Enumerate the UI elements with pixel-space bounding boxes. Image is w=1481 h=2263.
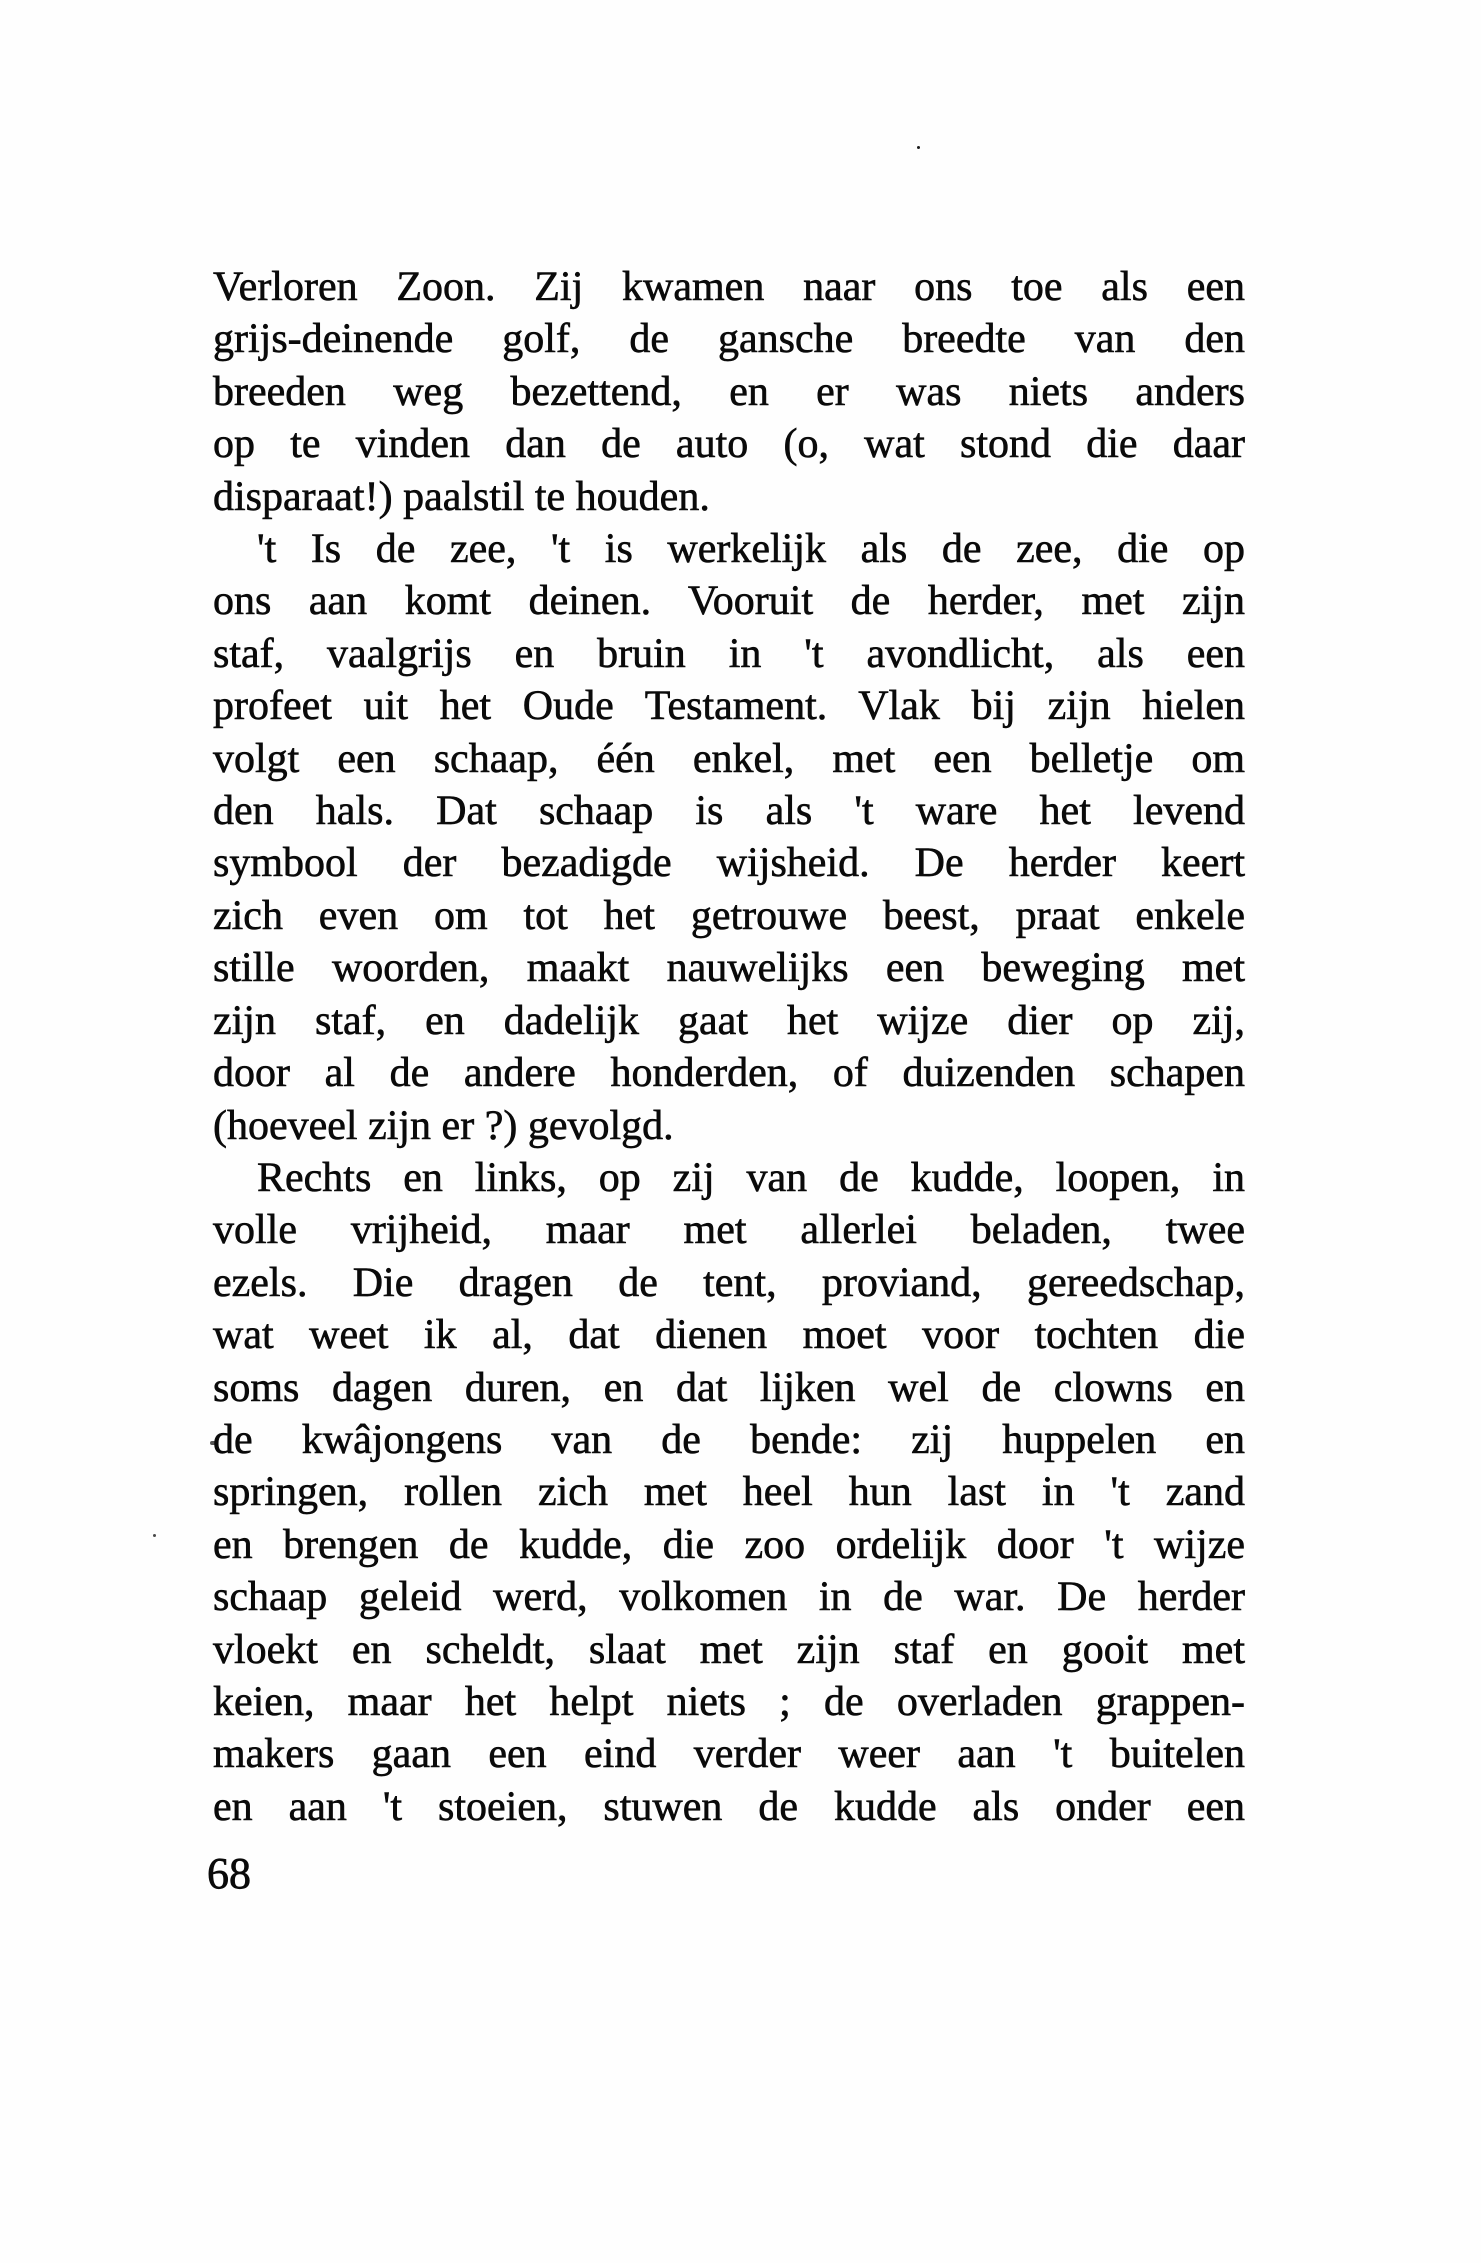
text-line: en aan 't stoeien, stuwen de kudde als onder een [213,1783,1245,1830]
page-number: 68 [207,1849,251,1898]
scan-speck [917,146,920,149]
text-line: grijs-deinende golf, de gansche breedte van den [213,316,1245,363]
text-block [213,261,1245,1833]
text-line: keien, maar het helpt niets ; de overladen grappen- [213,1678,1245,1725]
text-line: 't Is de zee, 't is werkelijk als de zee, die op [257,526,1245,573]
text-line: staf, vaalgrijs en bruin in 't avondlicht, als een [213,630,1245,677]
text-line: zich even om tot het getrouwe beest, praat enkele [213,892,1245,939]
text-line: stille woorden, maakt nauwelijks een beweging met [213,945,1245,992]
text-line: den hals. Dat schaap is als 't ware het levend [213,788,1245,835]
text-line: op te vinden dan de auto (o, wat stond die daar [213,421,1245,468]
text-line: wat weet ik al, dat dienen moet voor tochten die [213,1312,1245,1359]
text-line: makers gaan een eind verder weer aan 't buitelen [213,1731,1245,1778]
text-line: (hoeveel zijn er ?) gevolgd. [213,1102,674,1149]
text-line: de kwâjongens van de bende: zij huppelen en [213,1416,1245,1463]
text-line: vloekt en scheldt, slaat met zijn staf en gooit met [213,1626,1245,1673]
text-line: symbool der bezadigde wijsheid. De herder keert [213,840,1245,887]
text-line: Rechts en links, op zij van de kudde, loopen, in [257,1154,1245,1201]
text-line: door al de andere honderden, of duizenden schapen [213,1050,1245,1097]
text-line: springen, rollen zich met heel hun last in 't zand [213,1469,1245,1516]
text-line: volle vrijheid, maar met allerlei beladen, twee [213,1207,1245,1254]
text-line: schaap geleid werd, volkomen in de war. De herder [213,1574,1245,1621]
text-line: ezels. Die dragen de tent, proviand, gereedschap, [213,1259,1245,1306]
text-line: en brengen de kudde, die zoo ordelijk door 't wijze [213,1521,1245,1568]
text-line: disparaat!) paalstil te houden. [213,473,710,520]
text-line: zijn staf, en dadelijk gaat het wijze dier op zij, [213,997,1245,1044]
text-line: ons aan komt deinen. Vooruit de herder, met zijn [213,578,1245,625]
scan-speck [153,1534,156,1537]
text-line: Verloren Zoon. Zij kwamen naar ons toe als een [213,264,1245,310]
text-line: soms dagen duren, en dat lijken wel de clowns en [213,1364,1245,1411]
text-line: volgt een schaap, één enkel, met een belletje om [213,735,1245,782]
text-line: profeet uit het Oude Testament. Vlak bij zijn hielen [213,683,1245,730]
text-line: breeden weg bezettend, en er was niets anders [213,368,1245,415]
